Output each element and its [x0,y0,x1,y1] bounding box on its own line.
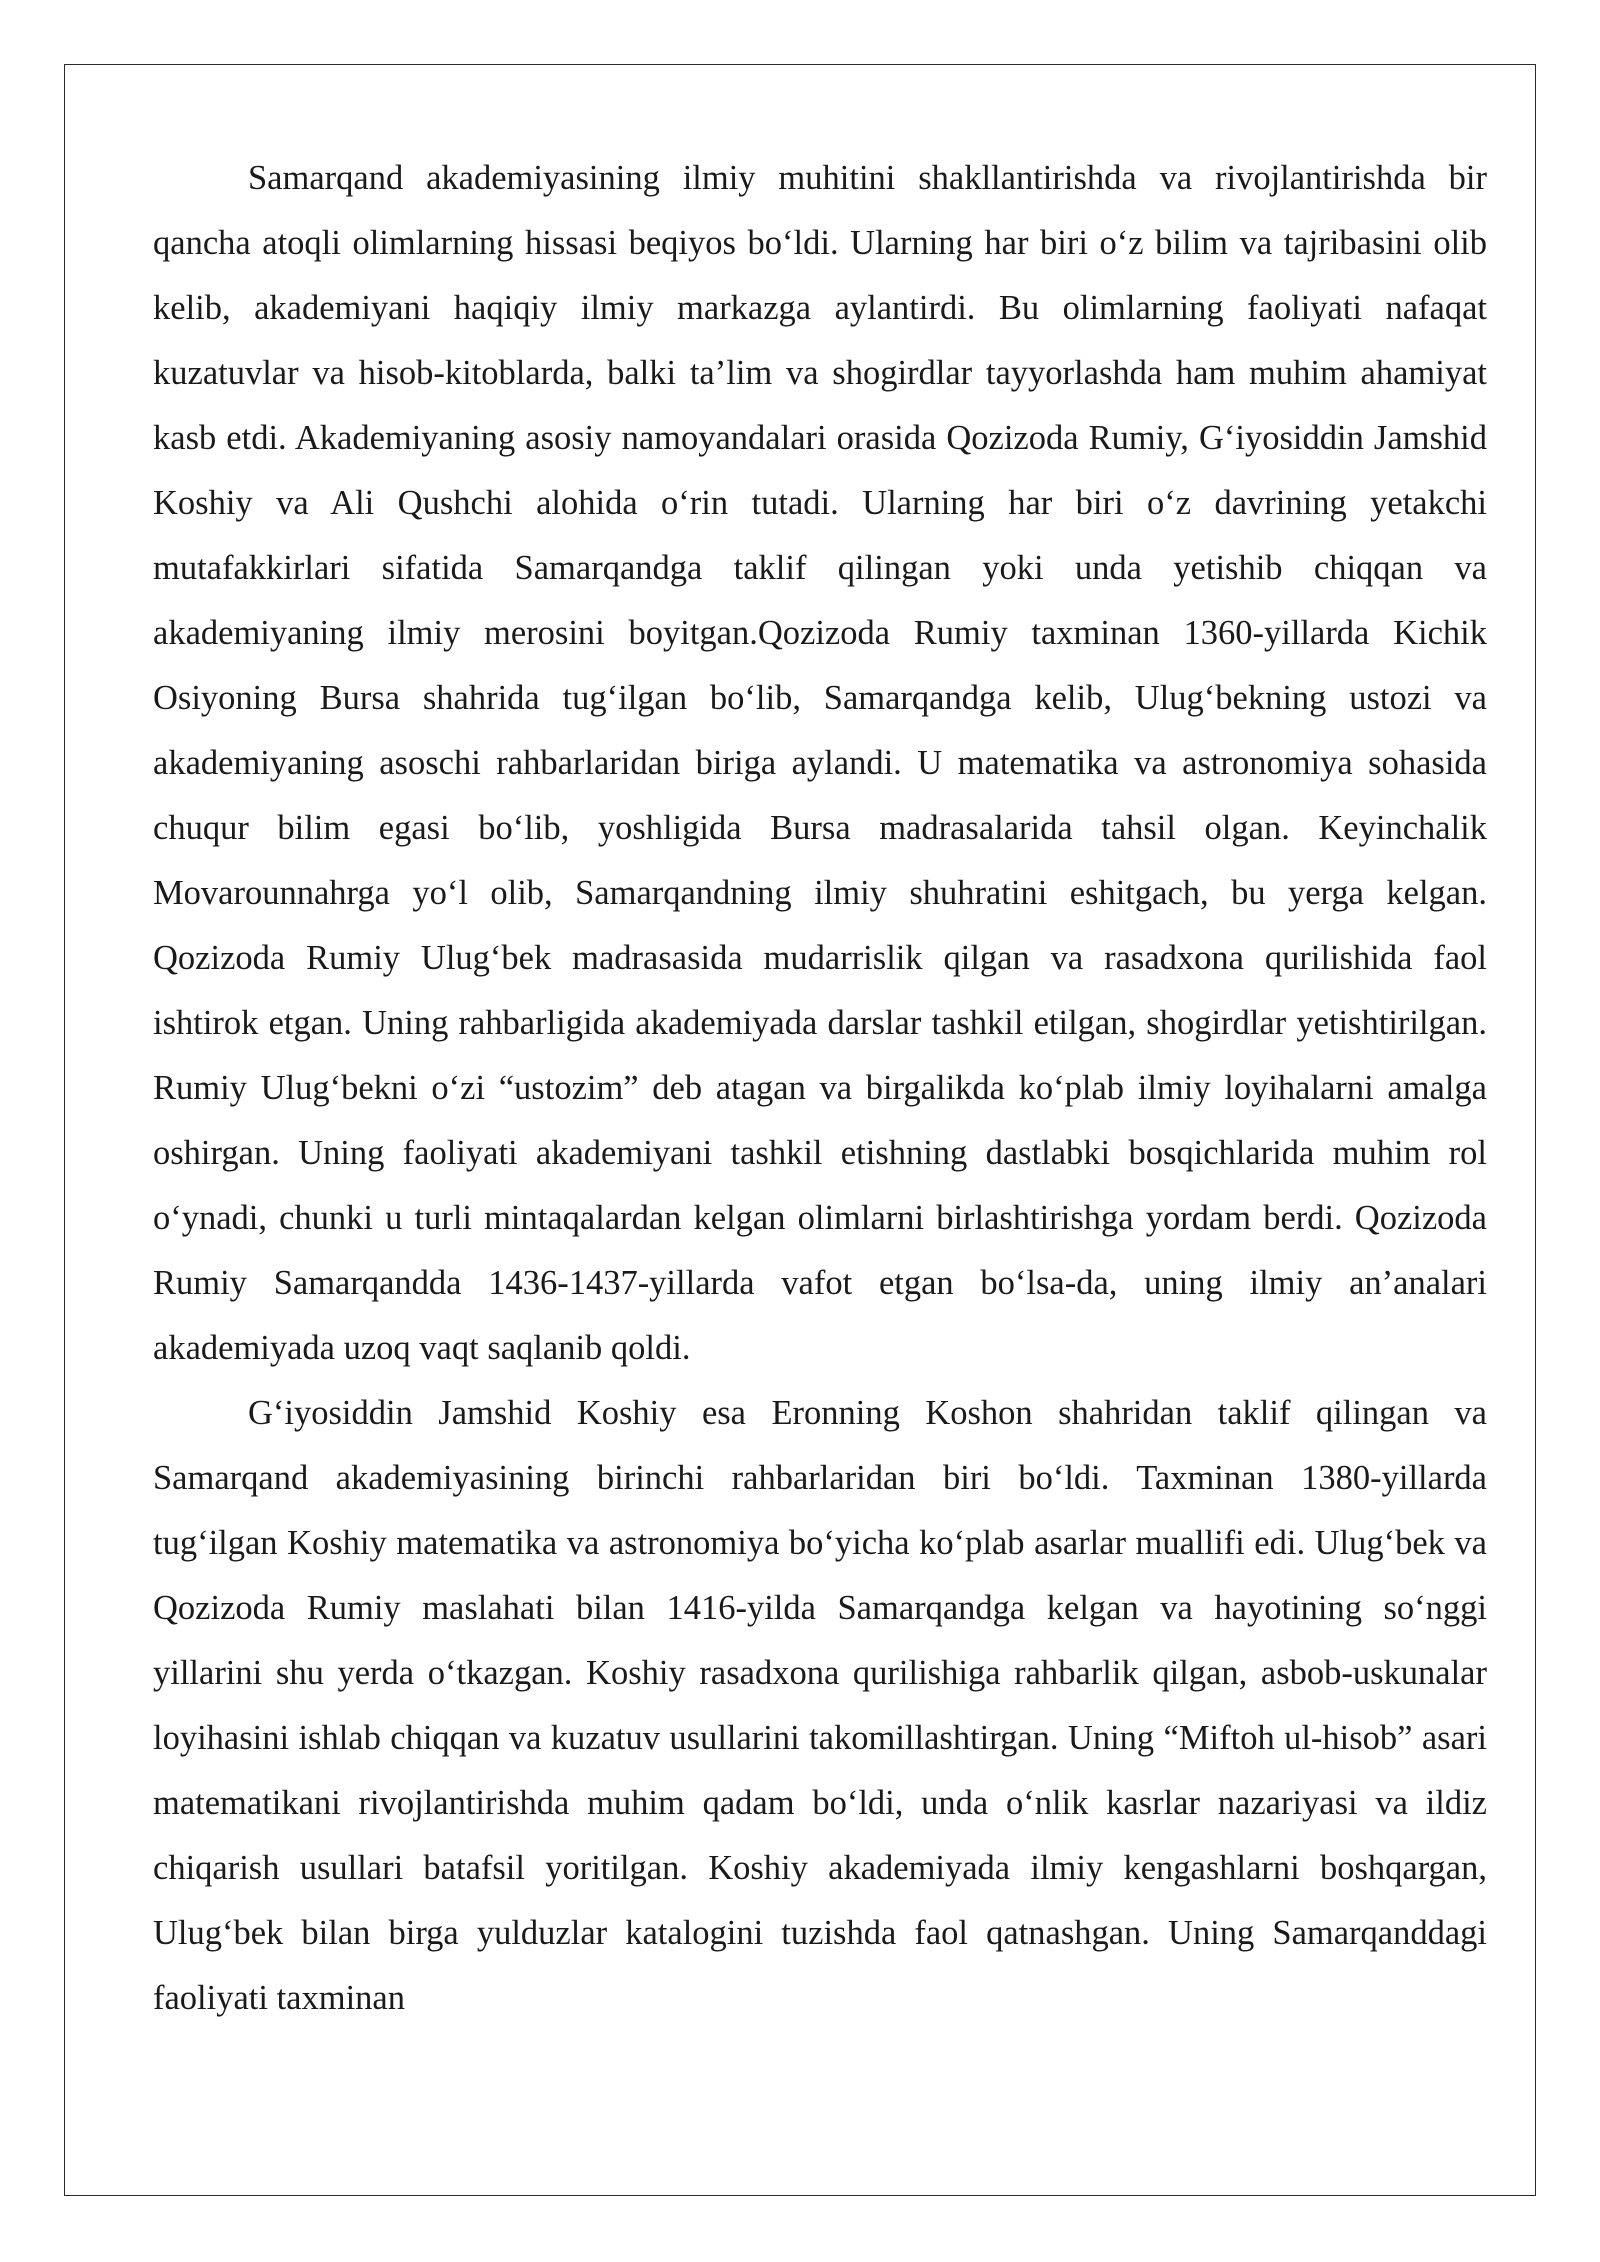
document-body [153,146,1487,2031]
paragraph-scholars-rumiy: Samarqand akademiyasining ilmiy muhitini shakllantirishda va rivojlantirishda bir qancha atoqli olimlarning hissasi beqiyos bo‘ldi. Ularning har biri o‘z bilim va tajribasini olib kelib, akademiyani haqiqiy ilmiy markazga aylantirdi. Bu olimlarning faoliyati nafaqat kuzatuvlar va hisob-kitoblarda, balki ta’lim va shogirdlar tayyorlashda ham muhim ahamiyat kasb etdi. Akademiyaning asosiy namoyandalari orasida Qozizoda Rumiy, G‘iyosiddin Jamshid Koshiy va Ali Qushchi alohida o‘rin tutadi. Ularning har biri o‘z davrining yetakchi mutafakkirlari sifatida Samarqandga taklif qilingan yoki unda yetishib chiqqan va akademiyaning ilmiy merosini boyitgan.Qozizoda Rumiy taxminan 1360-yillarda Kichik Osiyoning Bursa shahrida tug‘ilgan bo‘lib, Samarqandga kelib, Ulug‘bekning ustozi va akademiyaning asoschi rahbarlaridan biriga aylandi. U matematika va astronomiya sohasida chuqur bilim egasi bo‘lib, yoshligida Bursa madrasalarida tahsil olgan. Keyinchalik Movarounnahrga yo‘l olib, Samarqandning ilmiy shuhratini eshitgach, bu yerga kelgan. Qozizoda Rumiy Ulug‘bek madrasasida mudarrislik qilgan va rasadxona qurilishida faol ishtirok etgan. Uning rahbarligida akademiyada darslar tashkil etilgan, shogirdlar yetishtirilgan. Rumiy Ulug‘bekni o‘zi “ustozim” deb atagan va birgalikda ko‘plab ilmiy loyihalarni amalga oshirgan. Uning faoliyati akademiyani tashkil etishning dastlabki bosqichlarida muhim rol o‘ynadi, chunki u turli mintaqalardan kelgan olimlarni birlashtirishga yordam berdi. Qozizoda Rumiy Samarqandda 1436-1437-yillarda vafot etgan bo‘lsa-da, uning ilmiy an’analari akademiyada uzoq vaqt saqlanib qoldi. [153,159,1487,1367]
paragraph-koshiy: G‘iyosiddin Jamshid Koshiy esa Eronning Koshon shahridan taklif qilingan va Samarqand akademiyasining birinchi rahbarlaridan biri bo‘ldi. Taxminan 1380-yillarda tug‘ilgan Koshiy matematika va astronomiya bo‘yicha ko‘plab asarlar muallifi edi. Ulug‘bek va Qozizoda Rumiy maslahati bilan 1416-yilda Samarqandga kelgan va hayotining so‘nggi yillarini shu yerda o‘tkazgan. Koshiy rasadxona qurilishiga rahbarlik qilgan, asbob-uskunalar loyihasini ishlab chiqqan va kuzatuv usullarini takomillashtirgan. Uning “Miftoh ul-hisob” asari matematikani rivojlantirishda muhim qadam bo‘ldi, unda o‘nlik kasrlar nazariyasi va ildiz chiqarish usullari batafsil yoritilgan. Koshiy akademiyada ilmiy kengashlarni boshqargan, Ulug‘bek bilan birga yulduzlar katalogini tuzishda faol qatnashgan. Uning Samarqanddagi faoliyati taxminan [153,1394,1487,2017]
